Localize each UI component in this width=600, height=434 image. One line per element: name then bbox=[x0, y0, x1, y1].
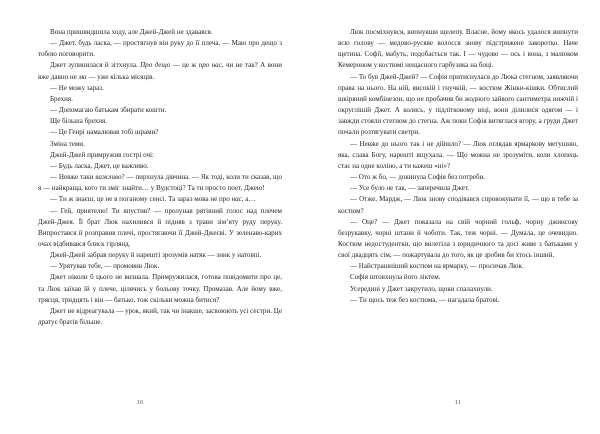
paragraph bbox=[38, 116, 282, 127]
paragraph bbox=[38, 139, 282, 150]
page-right-textblock bbox=[338, 27, 578, 306]
paragraph bbox=[38, 83, 282, 94]
paragraph bbox=[338, 284, 578, 295]
paragraph bbox=[38, 272, 282, 305]
text-run: Джет зупинилася й зітхнула. bbox=[50, 61, 141, 70]
text-run: — Будь ласка, Джет, це важливо. bbox=[50, 161, 149, 170]
paragraph bbox=[338, 261, 578, 272]
italic-run: важливо bbox=[95, 173, 122, 182]
text-run: — Допомагаю батькам збирати кошти. bbox=[50, 106, 167, 115]
text-run: Зміна теми. bbox=[50, 139, 85, 148]
italic-run: ми bbox=[78, 72, 87, 81]
text-run: — Гей, приятелю! Ти впустив? — пролунав рятівний голос над плечем Джей-Джея. Її брат Люк нахилився й підняв з трави зім’яту руду перуку. Випростався й розправив плечі, простягаючи її Джей-Джеєві. У зеленаво-карих очах відбивався блиск гірлянд. bbox=[38, 206, 282, 248]
paragraph bbox=[338, 72, 578, 139]
text-run: , а… bbox=[241, 195, 256, 204]
text-run: — Усе було не так, — заперечила Джет. bbox=[350, 184, 470, 193]
paragraph bbox=[338, 27, 578, 72]
text-run: — Ти ж знаєш, це не в поганому сенсі. Та зараз мова не про bbox=[50, 195, 232, 204]
text-run: — Урятував тебе, — промовив Люк. bbox=[50, 262, 160, 271]
page-right bbox=[300, 0, 600, 434]
text-run: — Ото ж бо, — докинула Софія без потреби. bbox=[350, 173, 486, 182]
paragraph bbox=[338, 194, 578, 216]
text-run: Брехня. bbox=[50, 94, 73, 103]
text-run: Джей-Джей забрав перуку й нарешті зрозумів натяк — зник у натовпі. bbox=[50, 251, 262, 260]
paragraph bbox=[38, 94, 282, 105]
text-run: — Не можу зараз. bbox=[50, 83, 104, 92]
paragraph bbox=[38, 127, 282, 138]
paragraph bbox=[38, 250, 282, 261]
text-run: Софія штовхнула його ліктем. bbox=[350, 273, 441, 282]
text-run: Джет не відреагувала — урок, який, так чи інакше, засвоюють усі сестри. Це дратує братів більше. bbox=[38, 306, 282, 327]
page-right-folio: 11 bbox=[454, 399, 462, 406]
text-run: — Оце? — Джет показала на свій чорний гольф, чорну джинсову безрукавку, чорні штани й чоботи. Так, теж чорні. — Думала, це очевидно. Костюм недостудентки, що вилетіла з юридичного та досі живе з батьками у свої двадцять сім, — пожартувала до того, як це зробив би хтось інший. bbox=[338, 217, 578, 260]
paragraph bbox=[38, 27, 282, 38]
paragraph bbox=[38, 261, 282, 272]
paragraph bbox=[338, 272, 578, 283]
paragraph bbox=[38, 150, 282, 161]
italic-run: нас bbox=[231, 195, 242, 204]
paragraph bbox=[38, 194, 282, 205]
paragraph bbox=[38, 105, 282, 116]
text-run: , чи не так? А вони вже давно не bbox=[38, 61, 282, 81]
paragraph bbox=[338, 139, 578, 172]
text-run: — То був Джей-Джей? — Софія притиснулася до Люка стегном, заявляючи права на нього. На ній, високій і гнучкій, — костюм Жінки-кішки. Обтислий шкіряний комбінезон, що не пробачив би жодного зайвого сантиметра нижчій і округлішій Джет. А колись, у підлітковому віці, вони ділилися одягом — і завжди стояли стегном до стегна. Аж поки Софія витяглася вгору, а груди Джет почали розтягувати светри. bbox=[338, 72, 578, 137]
text-run: — Отже, Мардж, — Люк знову сподівався спровокувати її, — що в тебе за костюм? bbox=[338, 195, 578, 215]
paragraph bbox=[38, 206, 282, 251]
paragraph bbox=[338, 217, 578, 262]
paragraph bbox=[38, 306, 282, 328]
text-run: Вона пришвидшила ходу, але Джей-Джей не здавався. bbox=[50, 28, 213, 36]
text-run: — Це Генрі намалював тобі шрами? bbox=[50, 128, 159, 137]
text-run: — Ти щось теж без костюма, — нагадала братові. bbox=[350, 295, 500, 304]
paragraph bbox=[38, 60, 282, 82]
text-run: — уже кілька місяців. bbox=[86, 72, 155, 81]
text-run: Ще більша брехня. bbox=[50, 117, 108, 126]
text-run: — це ж bbox=[170, 61, 199, 70]
text-run: — Найстрашніший костюм на ярмарку, — просичав Люк. bbox=[350, 262, 524, 271]
text-run: Усередині у Джет закрутило, щоки спалахнули. bbox=[350, 284, 493, 293]
paragraph bbox=[38, 161, 282, 172]
paragraph bbox=[38, 172, 282, 194]
paragraph bbox=[338, 172, 578, 183]
text-run: — Невже до нього так і не дійшло? — Люк оглядав ярмаркову метушню, яка, слава Богу, нарешті вщухала. — Що можна не зрозуміти, коли хлопець стає на одне коліно, а ти кажеш «ні»? bbox=[338, 139, 578, 170]
italic-run: про нас bbox=[198, 61, 222, 70]
text-run: Джей-Джей примружив гострі очі: bbox=[50, 150, 154, 159]
page-left-folio: 10 bbox=[136, 399, 144, 406]
text-run: Люк посміхнувся, випнувши щелепу. Власне, йому якось удалося випнути всю голову — медово-русяве волосся знову підстрижене закоротко. Наче щетина. Софії, мабуть, подобається так. І — чудово — ось і вона, з малюком Кемероном у костюмі нещасного гарбузика на боці. bbox=[338, 28, 578, 70]
paragraph bbox=[338, 295, 578, 306]
paragraph bbox=[338, 183, 578, 194]
text-run: ? — пирхнула дівчина. — Як тоді, коли ти сказав, що я — найкраща, кого ти зміг знайти… у Вудстоці? Та ти просто поет, Джею! bbox=[38, 173, 282, 193]
italic-run: Про дещо bbox=[140, 61, 171, 70]
page-left-textblock bbox=[38, 27, 282, 328]
paragraph bbox=[38, 38, 282, 60]
text-run: Джет ніколи б цього не визнала. Примружилася, готова повідомити про це, та Люк заїхав їй у плече, цілячись у больову точку. Промазав. Але йому вже, трясця, тридцять і він — батько, тож скільки можна битися? bbox=[38, 273, 282, 304]
text-run: — Невже таки bbox=[50, 173, 96, 182]
text-run: — Джет, будь ласка, — простягнув він руку до її плеча. — Маю про дещо з тобою поговорити. bbox=[38, 39, 282, 59]
